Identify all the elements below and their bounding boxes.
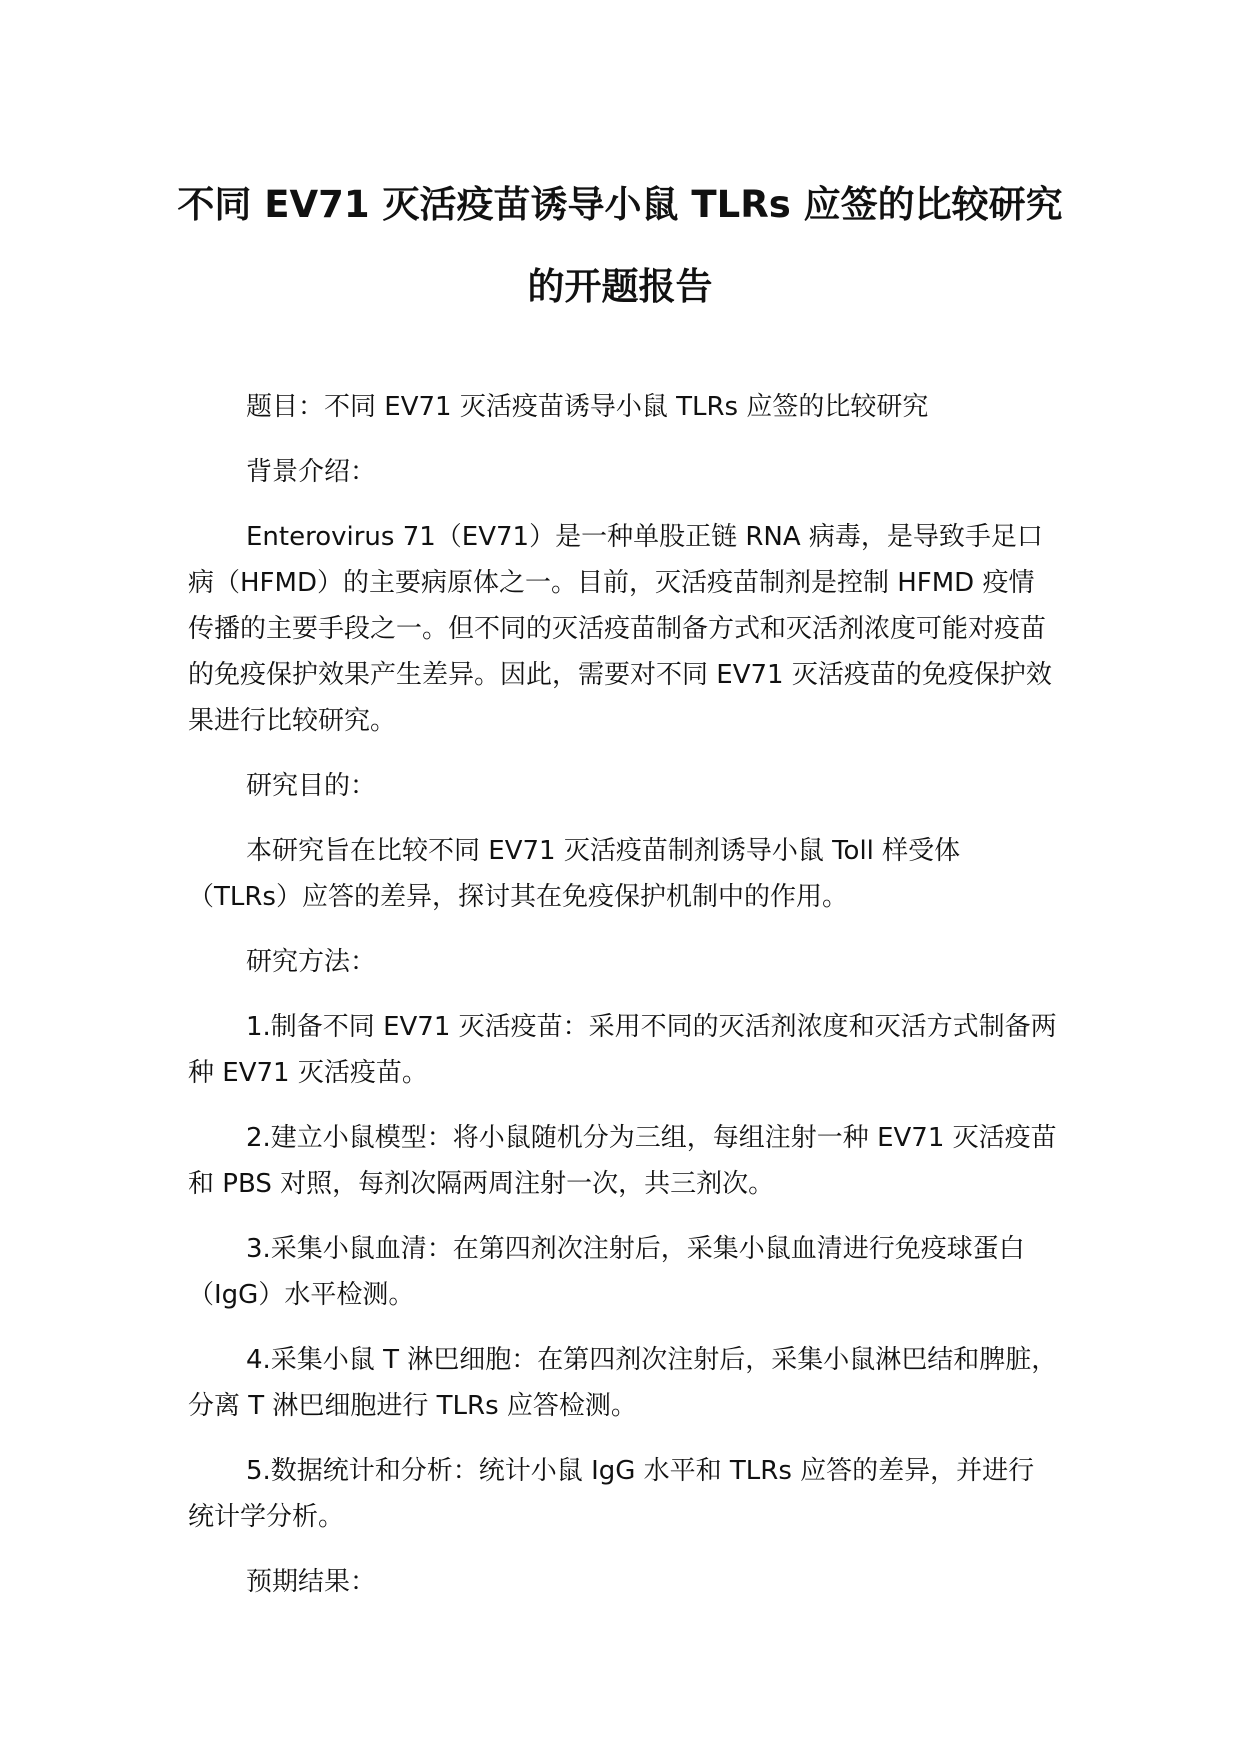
heading-expected-results: 预期结果： xyxy=(246,1567,377,1597)
paragraph-objective: 本研究旨在比较不同 EV71 灭活疫苗制剂诱导小鼠 Toll 样受体（TLRs）应答的差异，探讨其在免疫保护机制中的作用。 xyxy=(188,836,961,912)
method-step-2: 2.建立小鼠模型：将小鼠随机分为三组，每组注射一种 EV71 灭活疫苗和 PBS 对照，每剂次隔两周注射一次，共三剂次。 xyxy=(188,1123,1057,1199)
method-step-4: 4.采集小鼠 T 淋巴细胞：在第四剂次注射后，采集小鼠淋巴结和脾脏，分离 T 淋巴细胞进行 TLRs 应答检测。 xyxy=(188,1345,1058,1421)
method-step-3: 3.采集小鼠血清：在第四剂次注射后，采集小鼠血清进行免疫球蛋白（IgG）水平检测。 xyxy=(188,1234,1025,1310)
document-body xyxy=(188,384,1058,1624)
heading-objective: 研究目的： xyxy=(246,771,377,801)
method-step-1: 1.制备不同 EV71 灭活疫苗：采用不同的灭活剂浓度和灭活方式制备两种 EV71 灭活疫苗。 xyxy=(188,1012,1057,1088)
heading-methods: 研究方法： xyxy=(246,947,377,977)
document-title-line-1: 不同 EV71 灭活疫苗诱导小鼠 TLRs 应签的比较研究 xyxy=(177,183,1063,226)
document-title-line-2: 的开题报告 xyxy=(527,265,713,308)
heading-background: 背景介绍： xyxy=(246,457,377,487)
method-step-5: 5.数据统计和分析：统计小鼠 IgG 水平和 TLRs 应答的差异，并进行统计学分析。 xyxy=(188,1456,1035,1532)
paragraph-topic: 题目：不同 EV71 灭活疫苗诱导小鼠 TLRs 应签的比较研究 xyxy=(246,392,929,422)
paragraph-background: Enterovirus 71（EV71）是一种单股正链 RNA 病毒，是导致手足口病（HFMD）的主要病原体之一。目前，灭活疫苗制剂是控制 HFMD 疫情传播的主要手段之一。但不同的灭活疫苗制备方式和灭活剂浓度可能对疫苗的免疫保护效果产生差异。因此，需要对不同 EV71 灭活疫苗的免疫保护效果进行比较研究。 xyxy=(188,522,1052,736)
